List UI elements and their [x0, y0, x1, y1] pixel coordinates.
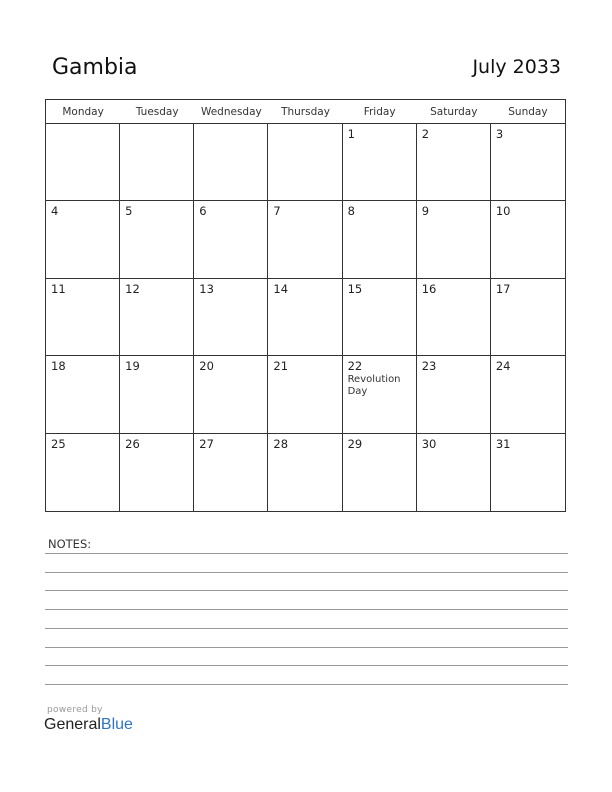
day-number: 15 — [347, 281, 363, 296]
day-cell — [268, 201, 342, 278]
day-cell — [120, 356, 194, 433]
day-cell — [194, 201, 268, 278]
day-number: 26 — [125, 436, 140, 451]
day-cell — [417, 201, 491, 278]
day-number: 16 — [421, 281, 437, 296]
day-number: 6 — [199, 204, 207, 219]
day-number: 31 — [495, 436, 511, 451]
day-number: 21 — [273, 359, 289, 374]
weekday-header: Wednesday — [200, 106, 262, 118]
day-cell — [46, 124, 120, 201]
day-cell — [268, 434, 342, 511]
day-number: 7 — [273, 204, 281, 219]
day-cell — [120, 434, 194, 511]
note-line — [45, 609, 568, 610]
country-title: Gambia — [52, 55, 138, 80]
day-number: 10 — [495, 204, 511, 219]
day-cell — [417, 124, 491, 201]
calendar-grid — [45, 99, 566, 512]
day-cell — [120, 279, 194, 356]
weekday-header: Saturday — [430, 106, 478, 118]
day-cell — [268, 279, 342, 356]
day-number: 20 — [199, 359, 214, 374]
day-number: 28 — [273, 436, 289, 451]
day-number: 13 — [199, 281, 214, 296]
day-cell — [343, 356, 417, 433]
day-cell — [46, 279, 120, 356]
weekday-header: Friday — [363, 106, 396, 118]
day-cell — [343, 124, 417, 201]
month-title: July 2033 — [472, 56, 561, 78]
day-cell — [268, 124, 342, 201]
note-line — [45, 572, 568, 573]
day-cell — [491, 356, 565, 433]
weekday-header: Sunday — [508, 106, 548, 118]
day-number: 23 — [421, 359, 437, 374]
note-line — [45, 590, 568, 591]
day-cell — [491, 201, 565, 278]
day-cells — [46, 124, 565, 511]
note-line — [45, 553, 568, 554]
day-number: 29 — [347, 436, 363, 451]
day-number: 2 — [421, 127, 430, 141]
notes-label: NOTES: — [48, 537, 92, 551]
day-cell — [46, 201, 120, 278]
day-cell — [417, 279, 491, 356]
weekday-header-row — [46, 100, 565, 124]
note-line — [45, 628, 568, 629]
day-cell — [491, 434, 565, 511]
day-number: 27 — [199, 436, 214, 451]
day-cell — [491, 279, 565, 356]
logo-text-blue: Blue — [100, 716, 133, 733]
logo-text-general: General — [44, 716, 101, 733]
note-line — [45, 684, 568, 685]
generalblue-logo — [44, 716, 133, 734]
weekday-header: Tuesday — [135, 106, 179, 118]
day-number: 18 — [51, 359, 66, 374]
weekday-header: Thursday — [281, 106, 330, 118]
day-number: 14 — [273, 281, 289, 296]
day-number: 4 — [51, 204, 59, 219]
day-number: 3 — [495, 127, 504, 141]
day-cell — [194, 124, 268, 201]
day-number: 8 — [347, 204, 355, 219]
day-cell — [120, 201, 194, 278]
day-number: 1 — [347, 127, 355, 141]
day-number: 11 — [51, 281, 66, 296]
day-number: 30 — [421, 436, 437, 451]
day-cell — [343, 434, 417, 511]
day-cell — [491, 124, 565, 201]
day-number: 5 — [125, 204, 133, 219]
note-line — [45, 647, 568, 648]
day-number: 25 — [51, 436, 66, 451]
day-number: 22 — [347, 359, 363, 374]
day-number: 24 — [495, 359, 511, 374]
holiday-label: Revolution Day — [347, 374, 401, 398]
note-line — [45, 665, 568, 666]
day-cell — [343, 201, 417, 278]
day-number: 19 — [125, 359, 140, 374]
powered-by-text: powered by — [47, 705, 103, 715]
day-cell — [343, 279, 417, 356]
day-cell — [417, 434, 491, 511]
day-cell — [120, 124, 194, 201]
day-number: 9 — [421, 204, 430, 219]
day-cell — [194, 356, 268, 433]
day-cell — [46, 356, 120, 433]
day-number: 12 — [125, 281, 140, 296]
day-cell — [194, 279, 268, 356]
day-cell — [194, 434, 268, 511]
day-number: 17 — [495, 281, 511, 296]
day-cell — [417, 356, 491, 433]
day-cell — [268, 356, 342, 433]
day-cell — [46, 434, 120, 511]
weekday-header: Monday — [62, 106, 104, 118]
